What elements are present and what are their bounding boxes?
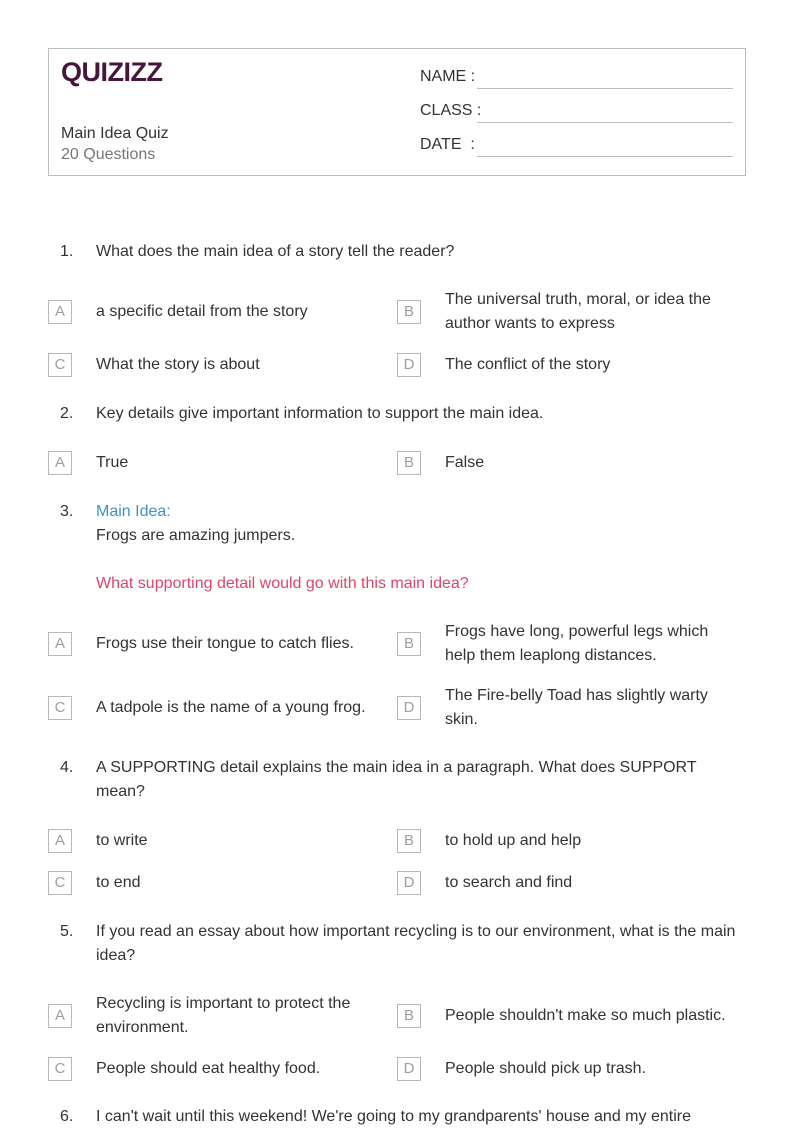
option-d-text: The Fire-belly Toad has slightly warty skin. — [445, 687, 708, 728]
option-d-box[interactable]: D — [397, 1057, 421, 1081]
option-a-box[interactable]: A — [48, 632, 72, 656]
option-b-box[interactable]: B — [397, 451, 421, 475]
option-c-text: to end — [96, 874, 141, 891]
quiz-title: Main Idea Quiz — [61, 125, 169, 142]
option-d-text: People should pick up trash. — [445, 1060, 647, 1077]
option-a-box[interactable]: A — [48, 451, 72, 475]
question-text: Frogs are amazing jumpers. — [96, 527, 296, 544]
date-field — [420, 136, 734, 160]
option-c-text: People should eat healthy food. — [96, 1060, 321, 1077]
class-line[interactable] — [477, 122, 733, 123]
question-number: 5. — [60, 923, 74, 940]
question-number: 2. — [60, 405, 74, 422]
worksheet-header — [48, 48, 746, 176]
option-b-text: False — [445, 454, 485, 471]
name-line[interactable] — [477, 88, 733, 89]
option-b-box[interactable]: B — [397, 1004, 421, 1028]
option-b-text: People shouldn't make so much plastic. — [445, 1007, 726, 1024]
question-text: What does the main idea of a story tell the reader? — [96, 243, 455, 260]
question-prompt: What supporting detail would go with this main idea? — [96, 575, 469, 592]
class-field — [420, 102, 734, 126]
question-text: A SUPPORTING detail explains the main idea in a paragraph. What does SUPPORT mean? — [96, 759, 697, 800]
question-number: 1. — [60, 243, 74, 260]
question-number: 3. — [60, 503, 74, 520]
question-number: 4. — [60, 759, 74, 776]
main-idea-label: Main Idea: — [96, 503, 171, 520]
option-c-box[interactable]: C — [48, 696, 72, 720]
name-label: NAME : — [420, 68, 476, 85]
class-label: CLASS : — [420, 102, 482, 119]
option-b-text: Frogs have long, powerful legs which help them leaplong distances. — [445, 623, 709, 664]
option-a-box[interactable]: A — [48, 1004, 72, 1028]
option-a-text: a specific detail from the story — [96, 303, 308, 320]
option-d-box[interactable]: D — [397, 353, 421, 377]
option-d-box[interactable]: D — [397, 871, 421, 895]
question-text: If you read an essay about how important recycling is to our environment, what is the main idea? — [96, 923, 736, 964]
question-count: 20 Questions — [61, 146, 156, 163]
name-field — [420, 68, 734, 92]
option-c-box[interactable]: C — [48, 1057, 72, 1081]
option-b-box[interactable]: B — [397, 632, 421, 656]
option-c-text: What the story is about — [96, 356, 260, 373]
option-b-text: The universal truth, moral, or idea the author wants to express — [445, 291, 711, 332]
option-a-box[interactable]: A — [48, 829, 72, 853]
option-a-box[interactable]: A — [48, 300, 72, 324]
option-d-text: The conflict of the story — [445, 356, 611, 373]
option-a-text: Recycling is important to protect the environment. — [96, 995, 351, 1036]
question-text: I can't wait until this weekend! We're going to my grandparents' house and my entire — [96, 1108, 691, 1125]
option-b-box[interactable]: B — [397, 300, 421, 324]
quizizz-logo: QUIZIZZ — [61, 57, 163, 87]
option-b-text: to hold up and help — [445, 832, 582, 849]
option-a-text: Frogs use their tongue to catch flies. — [96, 635, 354, 652]
option-d-box[interactable]: D — [397, 696, 421, 720]
question-text: Key details give important information to support the main idea. — [96, 405, 544, 422]
option-d-text: to search and find — [445, 874, 573, 891]
option-a-text: True — [96, 454, 129, 471]
option-c-text: A tadpole is the name of a young frog. — [96, 699, 366, 716]
option-c-box[interactable]: C — [48, 353, 72, 377]
date-line[interactable] — [477, 156, 733, 157]
option-c-box[interactable]: C — [48, 871, 72, 895]
option-b-box[interactable]: B — [397, 829, 421, 853]
option-a-text: to write — [96, 832, 148, 849]
date-label: DATE : — [420, 136, 475, 153]
question-number: 6. — [60, 1108, 74, 1125]
